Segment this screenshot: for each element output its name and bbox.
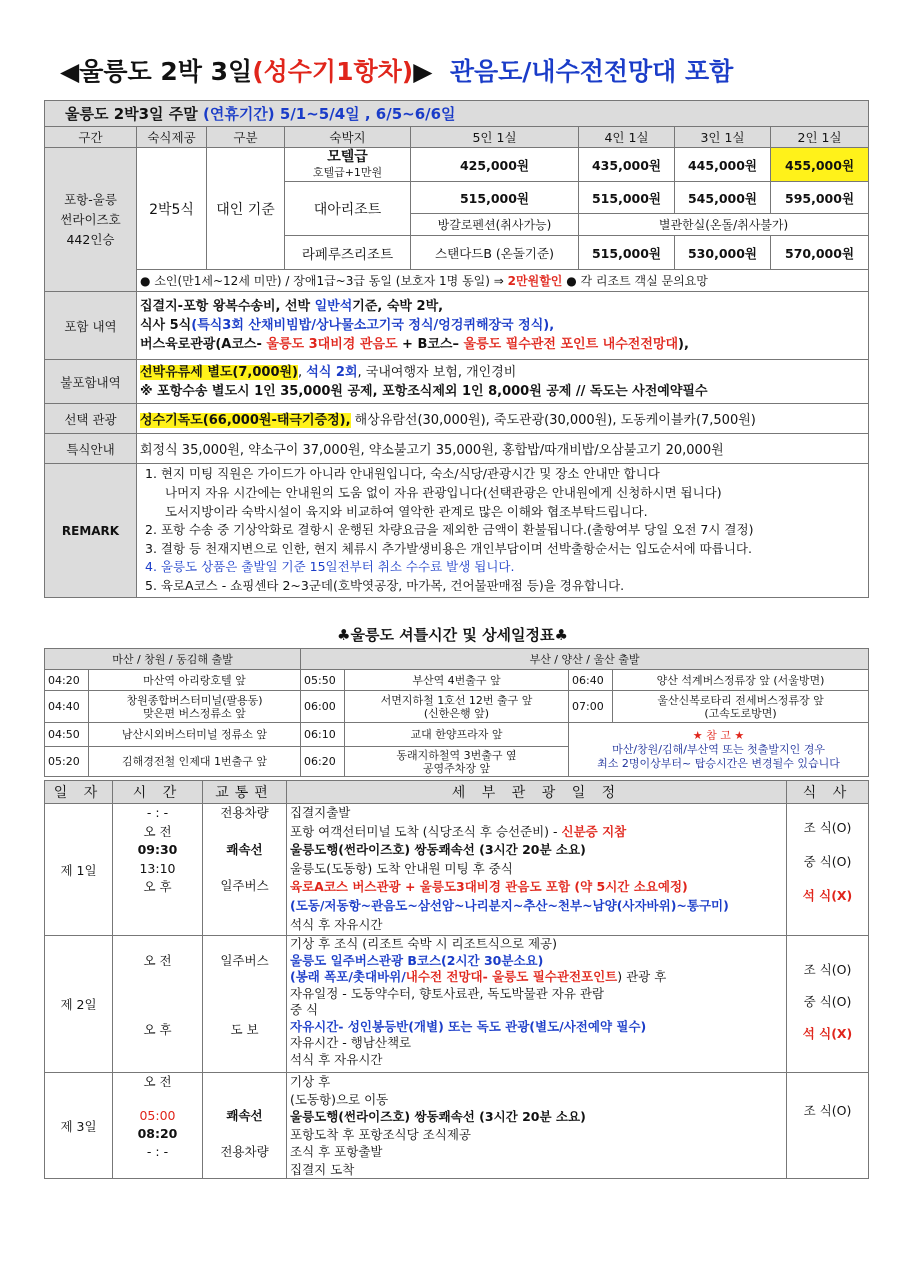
schedule-day3: [45, 1073, 869, 1179]
col-category: 구분: [207, 127, 285, 148]
remark-5: 5. 육로A코스 - 쇼핑센타 2~3군데(호박엿공장, 마가목, 건어물판매점 등)을 경유합니다.: [145, 577, 625, 593]
include-l2a: 식사 5식: [140, 318, 192, 333]
day1-line-g: 석식 후 자유시간: [290, 916, 383, 932]
day2-line-f: 자유시간- 성인봉등반(개별) 또는 독도 관광(별도/사전예약 필수): [290, 1018, 647, 1034]
shuttle-place: 양산 석계버스정류장 앞 (서울방면): [613, 670, 869, 691]
include-l3c: + B코스–: [397, 337, 464, 352]
title-highlight: (성수기1항차): [252, 57, 414, 86]
day1-transport-2: 일주버스: [220, 878, 269, 894]
meals-cell: 2박5식: [137, 148, 207, 270]
col-3p: 3인 1실: [675, 127, 771, 148]
col-2p: 2인 1실: [771, 127, 869, 148]
day3-time-0: 오 전: [143, 1074, 172, 1089]
shuttle-place-l2: 맞은편 버스정류소 앞: [143, 706, 246, 720]
title-sub: 관음도/내수전전망대 포함: [449, 57, 734, 86]
shuttle-row: [45, 670, 869, 691]
day2-line-e: 중 식: [290, 1002, 319, 1017]
exclude-fuel: 선박유류세 별도(7,000원): [140, 364, 298, 380]
day2-time-0: 오 전: [143, 953, 172, 968]
shuttle-table: [44, 648, 869, 777]
day2-line-g: 자유시간 - 행남산책로: [290, 1035, 412, 1050]
day2-meal-0: 조 식(O): [803, 962, 852, 977]
price-laperouse-2p: 570,000원: [771, 236, 869, 270]
shuttle-place: 마산역 아리랑호텔 앞: [89, 670, 301, 691]
optional-content: [137, 404, 869, 434]
day3-line-a: 기상 후: [290, 1074, 331, 1089]
day1-detail: [287, 804, 787, 936]
route-line2: 썬라이즈호: [60, 211, 121, 227]
lodging-motel-name: 모텔급: [327, 148, 368, 165]
shuttle-place: 부산역 4번출구 앞: [345, 670, 569, 691]
col-5p: 5인 1실: [411, 127, 579, 148]
laperouse-note-5p: 스탠다드B (온돌기준): [411, 236, 579, 270]
lodging-motel: [285, 148, 411, 182]
remark-1c: 도서지방이라 숙박시설이 육지와 비교하여 열악한 관계로 많은 이해와 협조부탁드립니다.: [165, 503, 648, 519]
shuttle-place-l1: 창원종합버스터미널(팔용동): [126, 693, 263, 707]
shuttle-place: 교대 한양프라자 앞: [345, 723, 569, 747]
day2-line-d: 자유일정 - 도동약수터, 향토사료관, 독도박물관 자유 관람: [290, 985, 605, 1001]
day2-line-b: 울릉도 일주버스관광 B코스(2시간 30분소요): [290, 952, 544, 968]
price-laperouse-3p: 530,000원: [675, 236, 771, 270]
notice-text1: 소인(만1세~12세 미만) / 장애1급~3급 동일 (보호자 1명 동일) ⇒: [154, 274, 504, 288]
remark-2: 2. 포항 수송 중 기상악화로 결항시 운행된 차량요금을 제외한 금액이 환불됩니다.(출항여부 당일 오전 7시 결정): [145, 522, 754, 538]
day3-time-3: - : -: [146, 1144, 169, 1159]
child-notice: [137, 270, 869, 292]
price-daea-3p: 545,000원: [675, 182, 771, 214]
remark-label: REMARK: [45, 464, 137, 598]
include-l3a: 버스육로관광(A코스-: [140, 337, 267, 352]
price-motel-2p: 455,000원: [771, 148, 869, 182]
day2-transport-1: 도 보: [230, 1021, 259, 1037]
day1-line-b1: 포항 여객선터미널 도착 (식당조식 후 승선준비) -: [290, 823, 562, 839]
shuttle-time: 05:50: [301, 670, 345, 691]
shuttle-head-right: 부산 / 양산 / 울산 출발: [301, 649, 869, 670]
schedule-day2: [45, 936, 869, 1073]
day1-label: 제 1일: [45, 804, 113, 936]
optional-label: 선택 관광: [45, 404, 137, 434]
day1-time-2: 09:30: [137, 842, 178, 858]
shuttle-reference: [569, 723, 869, 777]
sched-col-time: 시 간: [113, 781, 203, 804]
day3-line-c: 울릉도행(썬라이즈호) 쌍동쾌속선 (3시간 20분 소요): [290, 1109, 586, 1124]
day3-time-1: 05:00: [139, 1108, 176, 1123]
schedule-header-row: [45, 781, 869, 804]
include-l1c: 기준, 숙박 2박,: [352, 299, 444, 314]
day3-label: 제 3일: [45, 1073, 113, 1179]
day3-line-f: 집결지 도착: [290, 1161, 355, 1177]
shuttle-place: [613, 691, 869, 723]
include-l1a: 집결지-포항 왕복수송비, 선박: [140, 299, 315, 314]
day1-transport-1: 쾌속선: [226, 841, 263, 857]
special-content: 회정식 35,000원, 약소구이 37,000원, 약소불고기 35,000원, 홍합밥/따개비밥/오삼불고기 20,000원: [137, 434, 869, 464]
page-title: [60, 52, 880, 88]
exclude-note: ※ 포항수송 별도시 1인 35,000원 공제, 포항조식제외 1인 8,000원 공제 // 독도는 사전예약필수: [140, 383, 708, 399]
schedule-table: [44, 780, 869, 1179]
shuttle-time: 06:40: [569, 670, 613, 691]
day2-line-c3: ) 관광 후: [617, 969, 667, 984]
shuttle-place: [345, 691, 569, 723]
day1-time-3: 13:10: [139, 860, 176, 876]
day1-line-d: 울릉도(도동항) 도착 안내원 미팅 후 중식: [290, 860, 513, 876]
day2-time-1: 오 후: [143, 1021, 172, 1037]
day1-transport-0: 전용차량: [220, 805, 269, 820]
shuttle-place: [345, 747, 569, 777]
left-arrow-icon: ◀: [60, 57, 80, 86]
shuttle-row: [45, 723, 869, 747]
shuttle-title: ♣울릉도 셔틀시간 및 상세일정표♣: [337, 626, 568, 644]
shuttle-time: 05:20: [45, 747, 89, 777]
optional-rest: 해상유람선(30,000원), 죽도관광(30,000원), 도동케이블카(7,500원): [350, 413, 756, 428]
day3-time-2: 08:20: [137, 1126, 178, 1141]
shuttle-head-left: 마산 / 창원 / 동김해 출발: [45, 649, 301, 670]
shuttle-time: 07:00: [569, 691, 613, 723]
shuttle-ref-title: ★ 참 고 ★: [692, 728, 745, 742]
day1-transport: [203, 804, 287, 936]
day2-meal-1: 중 식(O): [803, 994, 852, 1009]
sched-col-detail: 세 부 관 광 일 정: [287, 781, 787, 804]
shuttle-place-l1: 울산신복로타리 전세버스정류장 앞: [657, 693, 824, 707]
shuttle-row: [45, 691, 869, 723]
exclude-dinner: 석식 2회: [306, 364, 358, 380]
shuttle-time: 04:20: [45, 670, 89, 691]
route-line1: 포항-울릉: [64, 191, 117, 207]
day2-meals: [787, 936, 869, 1073]
daea-note-rest: 별관한실(온돌/취사불가): [579, 214, 869, 236]
route-cell: [45, 148, 137, 292]
shuttle-ref-1: 마산/창원/김해/부산역 또는 첫출발지인 경우: [612, 742, 825, 756]
day2-meal-2: 석 식(X): [802, 1026, 853, 1041]
day2-label: 제 2일: [45, 936, 113, 1073]
remark-1: 1. 현지 미팅 직원은 가이드가 아니라 안내원입니다, 숙소/식당/관광시간 및 장소 안내만 합니다: [145, 466, 660, 482]
sched-col-transport: 교통편: [203, 781, 287, 804]
day1-time-1: 오 전: [143, 823, 172, 839]
remark-4: 4. 울릉도 상품은 출발일 기준 15일전부터 취소 수수료 발생 됩니다.: [145, 559, 515, 575]
sched-col-day: 일 자: [45, 781, 113, 804]
shuttle-place: [89, 691, 301, 723]
remark-3: 3. 결항 등 천재지변으로 인한, 현지 체류시 추가발생비용은 개인부담이며 선박출항순서는 입도순서에 따릅니다.: [145, 540, 752, 556]
day1-time-0: - : -: [146, 805, 169, 820]
column-header-row: [45, 127, 869, 148]
day3-meal-0: 조 식(O): [803, 1103, 852, 1118]
include-l2b: (특식3회 산채비빔밥/상나물소고기국 정식/엉겅퀴해장국 정식),: [191, 318, 555, 333]
price-motel-4p: 435,000원: [579, 148, 675, 182]
col-4p: 4인 1실: [579, 127, 675, 148]
package-period: (연휴기간) 5/1~5/4일 , 6/5~6/6일: [202, 105, 456, 123]
shuttle-time: 04:50: [45, 723, 89, 747]
lodging-daea: 대아리조트: [285, 182, 411, 236]
day1-meal-2: 석 식(X): [802, 888, 853, 903]
day2-transport: [203, 936, 287, 1073]
shuttle-place-l2: (신한은행 앞): [423, 706, 490, 720]
day2-detail: [287, 936, 787, 1073]
day3-line-e: 조식 후 포항출발: [290, 1144, 383, 1159]
price-daea-5p: 515,000원: [411, 182, 579, 214]
shuttle-place-l2: (고속도로방면): [704, 706, 777, 720]
day2-line-c2: 내수전 전망대- 울릉도 필수관전포인트: [405, 969, 618, 984]
include-content: [137, 292, 869, 360]
shuttle-time: 06:10: [301, 723, 345, 747]
title-main: 울릉도 2박 3일: [79, 57, 253, 86]
day3-transport: [203, 1073, 287, 1179]
shuttle-place: 김해경전철 인제대 1번출구 앞: [89, 747, 301, 777]
optional-dokdo: 성수기독도(66,000원-태극기증정),: [140, 413, 351, 428]
price-daea-2p: 595,000원: [771, 182, 869, 214]
include-label: 포함 내역: [45, 292, 137, 360]
day1-line-c: 울릉도행(썬라이즈호) 쌍동쾌속선 (3시간 20분 소요): [290, 842, 586, 858]
daea-note-5p: 방갈로펜션(취사가능): [411, 214, 579, 236]
lodging-laperouse: 라페루즈리조트: [285, 236, 411, 270]
day3-line-d: 포항도착 후 포항조식당 조식제공: [290, 1126, 471, 1142]
schedule-day1: [45, 804, 869, 936]
price-motel-3p: 445,000원: [675, 148, 771, 182]
day2-transport-0: 일주버스: [220, 953, 269, 968]
include-l3b: 울릉도 3대비경 관음도: [266, 337, 398, 352]
day3-transport-1: 전용차량: [220, 1144, 269, 1159]
notice-bullet-icon: ●: [140, 274, 151, 288]
shuttle-place-l2: 공영주차장 앞: [422, 761, 491, 775]
day1-time: [113, 804, 203, 936]
day1-meal-1: 중 식(O): [803, 854, 852, 869]
shuttle-place-l1: 동래지하철역 3번출구 옆: [396, 748, 517, 762]
day1-line-a: 집결지출발: [290, 805, 351, 820]
notice-discount: 2만원할인: [507, 274, 563, 288]
day1-time-4: 오 후: [143, 879, 172, 895]
shuttle-time: 06:20: [301, 747, 345, 777]
price-motel-5p: 425,000원: [411, 148, 579, 182]
day1-line-b2: 신분증 지참: [561, 823, 627, 839]
col-meals: 숙식제공: [137, 127, 207, 148]
exclude-rest: , 국내여행자 보험, 개인경비: [357, 364, 517, 380]
shuttle-place-l1: 서면지하철 1호선 12번 출구 앞: [380, 693, 533, 707]
right-arrow-icon: ▶: [413, 57, 433, 86]
exclude-content: [137, 360, 869, 404]
remark-content: [137, 464, 869, 598]
day2-line-c1: (봉래 폭포/촛대바위/: [290, 969, 406, 984]
day3-meals: [787, 1073, 869, 1179]
lodging-motel-note: 호텔급+1만원: [312, 165, 383, 179]
day1-meals: [787, 804, 869, 936]
package-label: 울릉도 2박3일 주말: [65, 105, 198, 123]
day2-line-a: 기상 후 조식 (리조트 숙박 시 리조트식으로 제공): [290, 936, 557, 951]
include-l3e: ),: [678, 337, 689, 352]
include-l3d: 울릉도 필수관전 포인트 내수전전망대: [463, 337, 679, 352]
shuttle-time: 04:40: [45, 691, 89, 723]
col-lodging: 숙박지: [285, 127, 411, 148]
shuttle-place: 남산시외버스터미널 정류소 앞: [89, 723, 301, 747]
day3-time: [113, 1073, 203, 1179]
day3-line-b: (도동항)으로 이동: [290, 1091, 389, 1107]
remark-1b: 나머지 자유 시간에는 안내원의 도움 없이 자유 관광입니다(선택관광은 안내원에게 신청하시면 됩니다): [165, 485, 722, 501]
exclude-label: 불포함내역: [45, 360, 137, 404]
col-route: 구간: [45, 127, 137, 148]
day3-transport-0: 쾌속선: [226, 1108, 263, 1123]
shuttle-time: 06:00: [301, 691, 345, 723]
day2-line-h: 석식 후 자유시간: [290, 1051, 383, 1067]
special-label: 특식안내: [45, 434, 137, 464]
day1-line-f: (도동/저동항~관음도~삼선암~나리분지~추산~천부~남양(사자바위)~통구미): [290, 897, 729, 913]
include-l1b: 일반석: [314, 299, 353, 314]
day1-meal-0: 조 식(O): [803, 820, 852, 835]
route-line3: 442인승: [66, 231, 115, 247]
notice-text2: ● 각 리조트 객실 문의요망: [566, 274, 708, 288]
price-table: [44, 100, 869, 598]
shuttle-ref-2: 최소 2명이상부터~ 탑승시간은 변경될수 있습니다: [597, 756, 840, 770]
day2-time: [113, 936, 203, 1073]
day1-line-e: 육로A코스 버스관광 + 울릉도3대비경 관음도 포함 (약 5시간 소요예정): [290, 879, 688, 895]
package-header: [45, 101, 869, 127]
sched-col-meal: 식 사: [787, 781, 869, 804]
category-cell: 대인 기준: [207, 148, 285, 270]
day3-detail: [287, 1073, 787, 1179]
price-daea-4p: 515,000원: [579, 182, 675, 214]
exclude-sep: ,: [298, 364, 307, 380]
price-laperouse-4p: 515,000원: [579, 236, 675, 270]
